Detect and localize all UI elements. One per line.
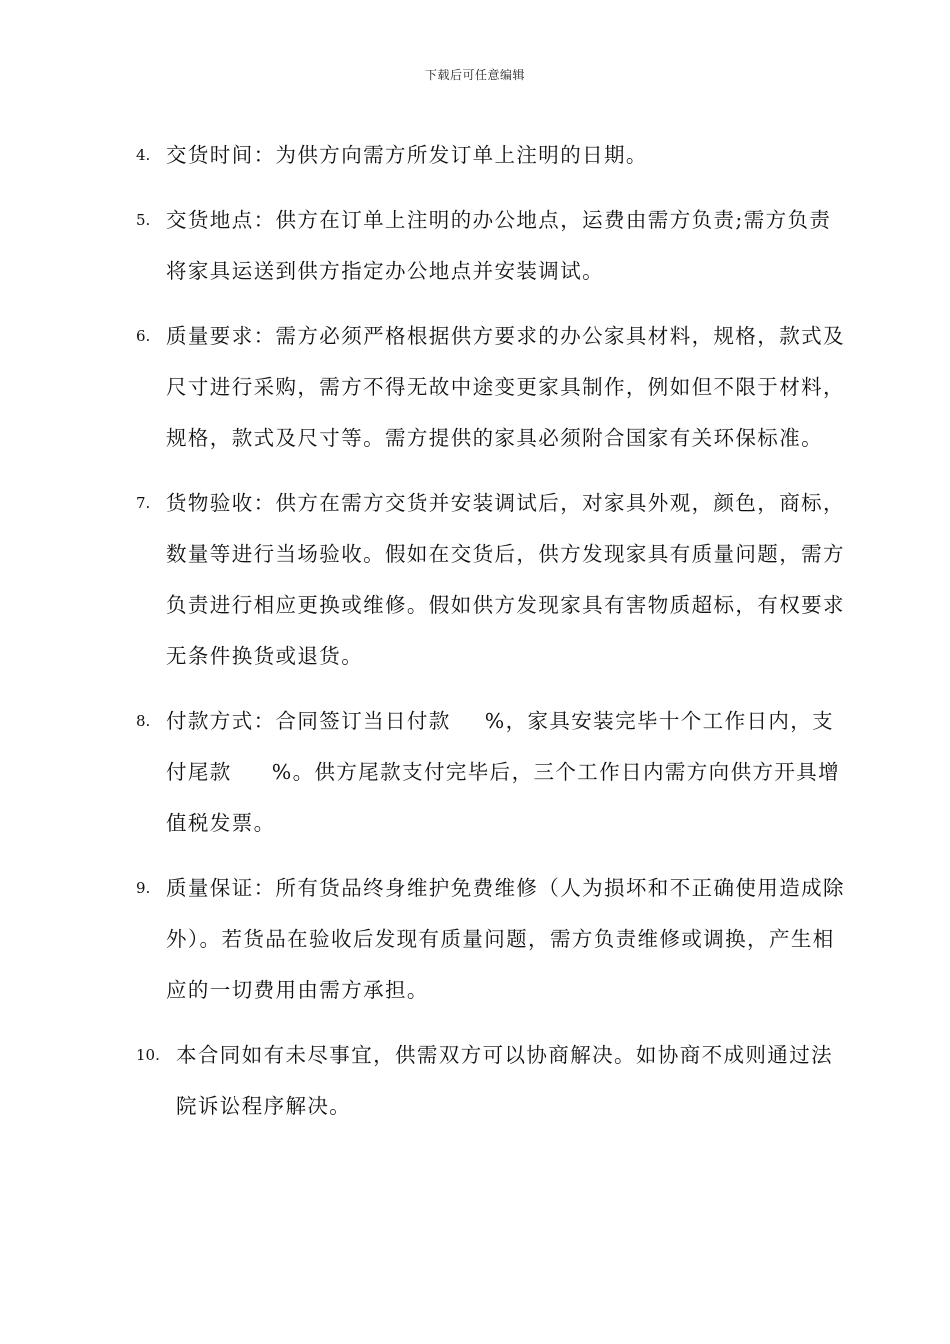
clause-text-part2: %，家具安装完毕十个工作日内，支付尾款 — [166, 709, 835, 784]
clause-text-part1: 付款方式：合同签订当日付款 — [166, 709, 451, 733]
clause-4 — [136, 130, 846, 181]
clause-text: 质量要求：需方必须严格根据供方要求的办公家具材料，规格，款式及尺寸进行采购，需方不得无故中途变更家具制作，例如但不限于材料，规格，款式及尺寸等。需方提供的家具必须附合国家有关环保标准。 — [166, 324, 845, 450]
clause-6 — [136, 311, 846, 464]
clause-8 — [136, 696, 846, 849]
clause-text: 本合同如有未尽事宜，供需双方可以协商解决。如协商不成则通过法院诉讼程序解决。 — [176, 1043, 833, 1118]
contract-clauses — [136, 130, 846, 1146]
clause-10 — [136, 1030, 846, 1132]
clause-text: 交货时间：为供方向需方所发订单上注明的日期。 — [166, 143, 648, 167]
clause-7 — [136, 478, 846, 682]
clause-number: 8. — [136, 712, 151, 730]
page-header: 下载后可任意编辑 — [424, 68, 525, 82]
clause-text-part3: %。供方尾款支付完毕后，三个工作日内需方向供方开具增值税发票。 — [166, 760, 841, 835]
clause-number: 5. — [136, 211, 151, 229]
clause-number: 9. — [136, 879, 151, 897]
clause-text: 货物验收：供方在需方交货并安装调试后，对家具外观，颜色，商标，数量等进行当场验收。假如在交货后，供方发现家具有质量问题，需方负责进行相应更换或维修。假如供方发现家具有害物质超标，有权要求无条件换货或退货。 — [166, 491, 845, 668]
clause-text: 交货地点：供方在订单上注明的办公地点，运费由需方负责;需方负责将家具运送到供方指定办公地点并安装调试。 — [166, 208, 832, 283]
clause-text: 质量保证：所有货品终身维护免费维修（人为损坏和不正确使用造成除外）。若货品在验收后发现有质量问题，需方负责维修或调换，产生相应的一切费用由需方承担。 — [166, 876, 845, 1002]
clause-5 — [136, 195, 846, 297]
clause-number: 7. — [136, 494, 151, 512]
clause-number: 10. — [136, 1046, 160, 1064]
clause-9 — [136, 863, 846, 1016]
clause-number: 4. — [136, 146, 151, 164]
clause-number: 6. — [136, 327, 151, 345]
